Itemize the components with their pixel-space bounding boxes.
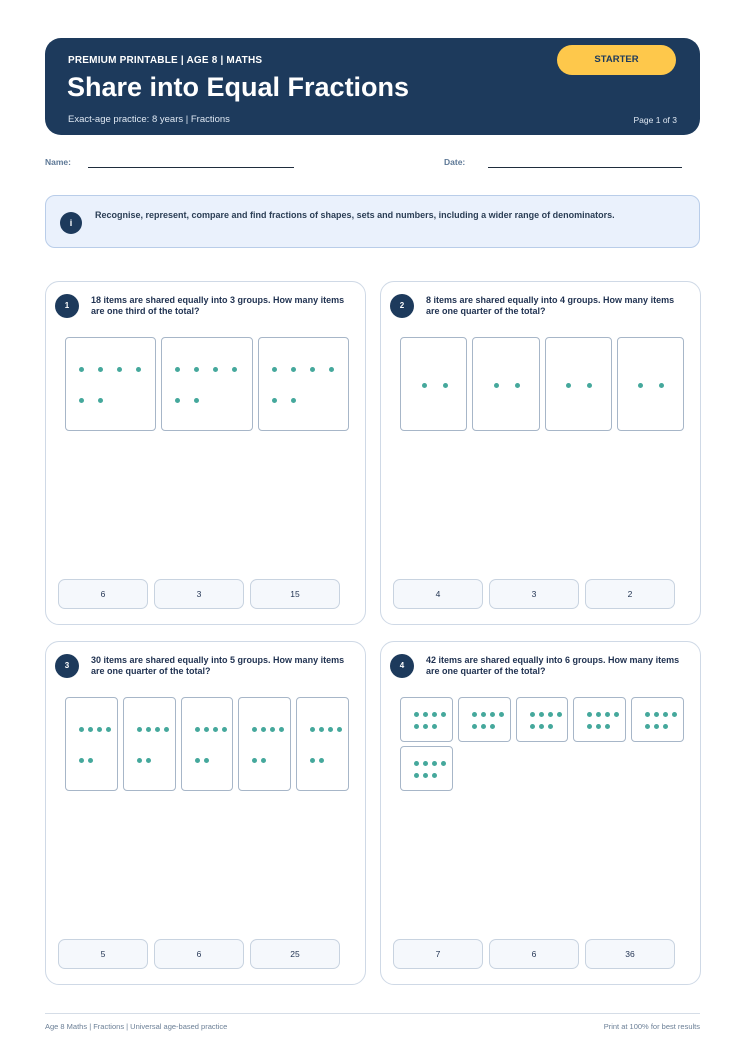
question-number: 1 (55, 294, 79, 318)
item-dot (175, 367, 180, 372)
item-dot (423, 773, 428, 778)
share-group (65, 697, 118, 791)
item-dot (328, 727, 333, 732)
item-dot (79, 398, 84, 403)
answer-option[interactable]: 36 (585, 939, 675, 969)
item-dot (195, 727, 200, 732)
item-dot (232, 367, 237, 372)
item-dot (272, 367, 277, 372)
page-title: Share into Equal Fractions (67, 72, 410, 102)
item-dot (490, 724, 495, 729)
answer-option[interactable]: 2 (585, 579, 675, 609)
footer-divider (45, 1013, 700, 1014)
item-dot (79, 758, 84, 763)
item-dot (530, 724, 535, 729)
item-dot (252, 727, 257, 732)
item-dot (659, 383, 664, 388)
item-dot (319, 727, 324, 732)
item-dot (88, 727, 93, 732)
item-dot (499, 712, 504, 717)
answer-option[interactable]: 6 (154, 939, 244, 969)
level-badge: STARTER (557, 45, 676, 75)
item-dot (319, 758, 324, 763)
item-dot (432, 712, 437, 717)
item-dot (414, 761, 419, 766)
item-dot (663, 724, 668, 729)
item-dot (88, 758, 93, 763)
footer-left-text: Age 8 Maths | Fractions | Universal age-based practice (45, 1022, 228, 1031)
item-dot (279, 727, 284, 732)
item-dot (98, 398, 103, 403)
item-dot (310, 727, 315, 732)
item-dot (443, 383, 448, 388)
item-dot (252, 758, 257, 763)
share-group (573, 697, 626, 742)
answer-option[interactable]: 25 (250, 939, 340, 969)
question-text: 8 items are shared equally into 4 groups. How many items are one quarter of the total? (426, 295, 675, 316)
item-dot (539, 712, 544, 717)
date-label: Date: (444, 157, 466, 167)
share-group (238, 697, 291, 791)
question-number: 2 (390, 294, 414, 318)
share-group (631, 697, 684, 742)
item-dot (204, 758, 209, 763)
item-dot (261, 758, 266, 763)
item-dot (654, 724, 659, 729)
item-dot (414, 724, 419, 729)
footer-right-text: Print at 100% for best results (603, 1022, 700, 1031)
item-dot (587, 383, 592, 388)
item-dot (164, 727, 169, 732)
item-dot (654, 712, 659, 717)
item-dot (195, 758, 200, 763)
item-dot (566, 383, 571, 388)
share-group (472, 337, 539, 431)
item-dot (204, 727, 209, 732)
header-subtitle: Exact-age practice: 8 years | Fractions (68, 114, 230, 125)
item-dot (194, 398, 199, 403)
question-card (45, 281, 366, 625)
header-kicker: PREMIUM PRINTABLE | AGE 8 | MATHS (68, 55, 263, 66)
item-dot (117, 367, 122, 372)
item-dot (490, 712, 495, 717)
item-dot (222, 727, 227, 732)
item-dot (414, 712, 419, 717)
item-dot (472, 724, 477, 729)
item-dot (291, 398, 296, 403)
share-group (400, 746, 453, 791)
item-dot (441, 761, 446, 766)
objective-box (45, 195, 700, 248)
item-dot (146, 727, 151, 732)
answer-options (58, 579, 341, 609)
question-number: 4 (390, 654, 414, 678)
item-dot (97, 727, 102, 732)
item-dot (137, 758, 142, 763)
item-dot (672, 712, 677, 717)
share-group (458, 697, 511, 742)
item-dot (137, 727, 142, 732)
item-dot (432, 724, 437, 729)
item-dot (539, 724, 544, 729)
item-dot (596, 712, 601, 717)
objective-text: Recognise, represent, compare and find fractions of shapes, sets and numbers, including a wider range of denominators. (95, 210, 615, 220)
question-text: 30 items are shared equally into 5 groups. How many items are one quarter of the total? (91, 655, 345, 676)
item-dot (194, 367, 199, 372)
share-group (65, 337, 156, 431)
page-number: Page 1 of 3 (633, 115, 677, 125)
item-dot (645, 712, 650, 717)
item-dot (638, 383, 643, 388)
item-dot (79, 367, 84, 372)
item-dot (645, 724, 650, 729)
answer-option[interactable]: 3 (489, 579, 579, 609)
share-group (296, 697, 349, 791)
answer-options (393, 579, 676, 609)
name-label: Name: (45, 157, 71, 167)
item-dot (663, 712, 668, 717)
item-dot (155, 727, 160, 732)
item-dot (557, 712, 562, 717)
item-dot (587, 712, 592, 717)
item-dot (614, 712, 619, 717)
answer-option[interactable]: 6 (489, 939, 579, 969)
item-dot (515, 383, 520, 388)
item-dot (548, 724, 553, 729)
item-dot (272, 398, 277, 403)
item-dot (587, 724, 592, 729)
answer-option[interactable]: 15 (250, 579, 340, 609)
answer-option[interactable]: 7 (393, 939, 483, 969)
item-dot (106, 727, 111, 732)
item-dot (481, 724, 486, 729)
item-dot (310, 367, 315, 372)
item-dot (329, 367, 334, 372)
item-dot (441, 712, 446, 717)
question-card (45, 641, 366, 985)
item-dot (146, 758, 151, 763)
item-dot (530, 712, 535, 717)
question-card (380, 641, 701, 985)
item-dot (270, 727, 275, 732)
item-dot (432, 773, 437, 778)
item-dot (596, 724, 601, 729)
share-group (123, 697, 176, 791)
share-group (400, 337, 467, 431)
item-dot (261, 727, 266, 732)
share-group (516, 697, 569, 742)
item-dot (79, 727, 84, 732)
item-dot (175, 398, 180, 403)
item-dot (136, 367, 141, 372)
item-dot (605, 712, 610, 717)
question-card (380, 281, 701, 625)
item-dot (605, 724, 610, 729)
item-dot (423, 724, 428, 729)
item-dot (414, 773, 419, 778)
share-group (258, 337, 349, 431)
share-group (400, 697, 453, 742)
answer-option[interactable]: 3 (154, 579, 244, 609)
answer-options (58, 939, 341, 969)
share-group (181, 697, 234, 791)
item-dot (213, 727, 218, 732)
answer-option[interactable]: 5 (58, 939, 148, 969)
item-dot (548, 712, 553, 717)
item-dot (423, 761, 428, 766)
share-group (617, 337, 684, 431)
question-number: 3 (55, 654, 79, 678)
name-line[interactable] (88, 167, 294, 168)
worksheet-header (45, 38, 700, 135)
answer-option[interactable]: 6 (58, 579, 148, 609)
item-dot (481, 712, 486, 717)
answer-option[interactable]: 4 (393, 579, 483, 609)
item-dot (494, 383, 499, 388)
date-line[interactable] (488, 167, 682, 168)
share-group (545, 337, 612, 431)
item-dot (213, 367, 218, 372)
item-dot (423, 712, 428, 717)
info-icon: i (60, 212, 82, 234)
item-dot (472, 712, 477, 717)
question-text: 18 items are shared equally into 3 groups. How many items are one third of the total? (91, 295, 345, 316)
answer-options (393, 939, 676, 969)
item-dot (337, 727, 342, 732)
share-group (161, 337, 252, 431)
item-dot (291, 367, 296, 372)
item-dot (310, 758, 315, 763)
question-text: 42 items are shared equally into 6 groups. How many items are one quarter of the total? (426, 655, 680, 676)
item-dot (422, 383, 427, 388)
item-dot (432, 761, 437, 766)
item-dot (98, 367, 103, 372)
